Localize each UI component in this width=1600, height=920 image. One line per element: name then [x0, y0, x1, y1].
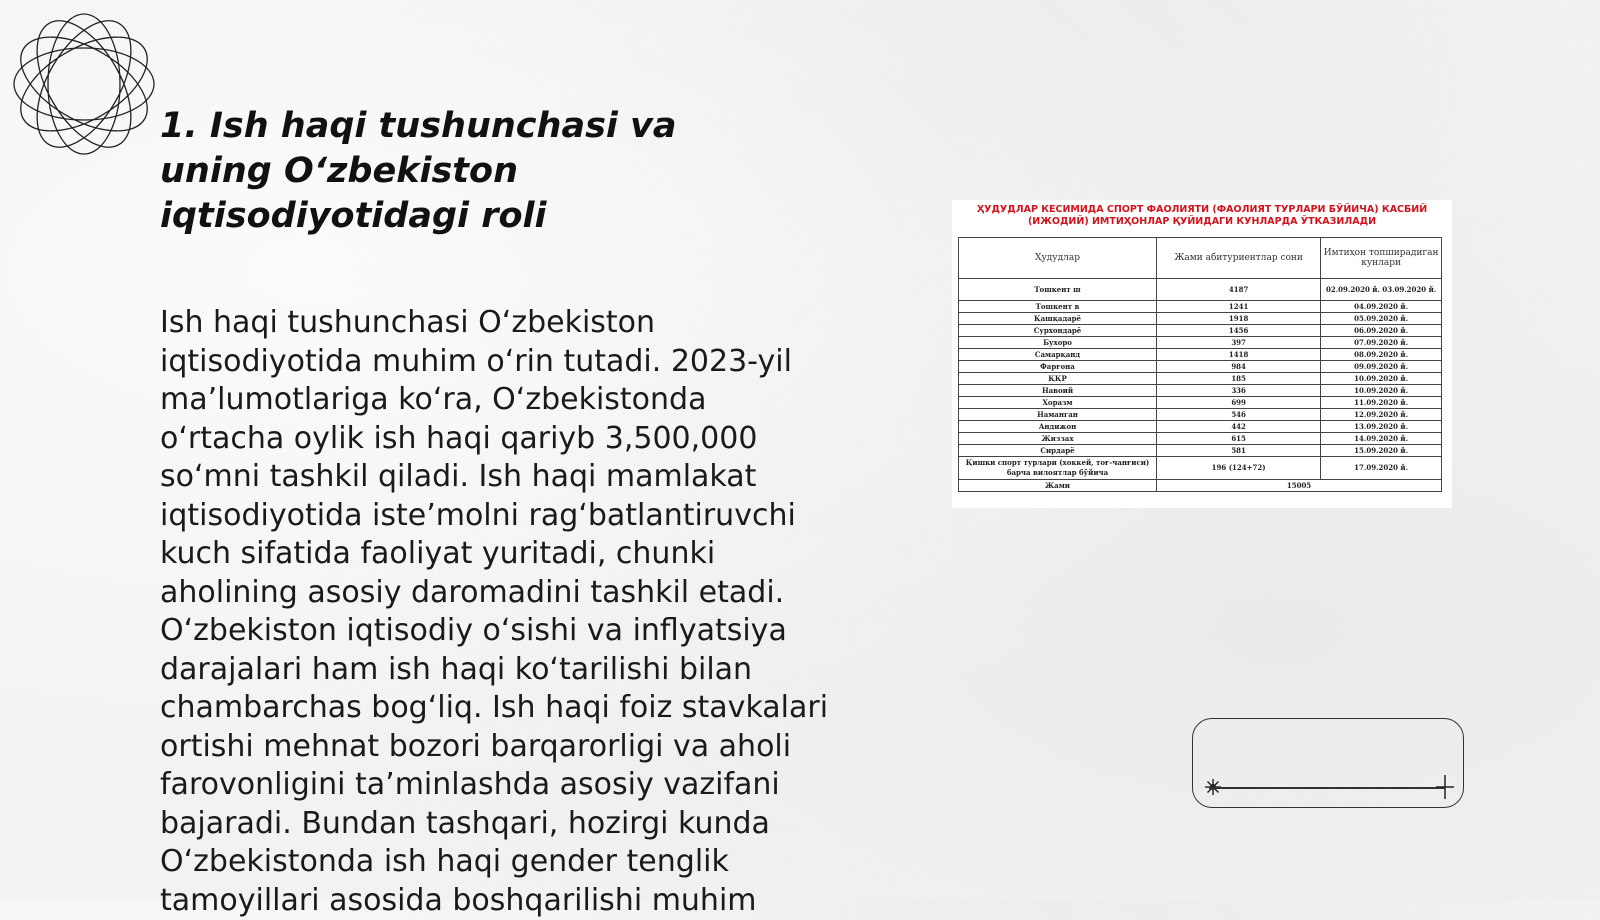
table-row — [959, 445, 1442, 457]
table-row — [959, 313, 1442, 325]
table-cell: 09.09.2020 й. — [1321, 361, 1442, 373]
table-cell: Навоий — [959, 385, 1157, 397]
table-header-cell: Ҳудудлар — [959, 238, 1157, 279]
table-row — [959, 325, 1442, 337]
table-cell: 615 — [1157, 433, 1321, 445]
table-row — [959, 373, 1442, 385]
table-cell: Самарқанд — [959, 349, 1157, 361]
table-cell: 08.09.2020 й. — [1321, 349, 1442, 361]
table-cell: 699 — [1157, 397, 1321, 409]
table-cell: Қишки спорт турлари (хоккей, тоғ-чанғиси) барча вилоятлар бўйича — [959, 457, 1157, 480]
table-row — [959, 349, 1442, 361]
table-row — [959, 433, 1442, 445]
table-cell: 546 — [1157, 409, 1321, 421]
table-cell: Андижон — [959, 421, 1157, 433]
table-cell: 17.09.2020 й. — [1321, 457, 1442, 480]
table-row — [959, 457, 1442, 480]
table-cell: Қашқадарё — [959, 313, 1157, 325]
table-cell: Тошкент ш — [959, 279, 1157, 301]
slide-body-text: Ish haqi tushunchasi O‘zbekiston iqtisodiyotida muhim o‘rin tutadi. 2023-yil ma’lumotlariga ko‘ra, O‘zbekistonda o‘rtacha oylik ish haqi qariyb 3,500,000 so‘mni tashkil qiladi. Ish haqi mamlakat iqtisodiyotida iste’molni rag‘batlantiruvchi kuch sifatida faoliyat yuritadi, chunki aholining asosiy daromadini tashkil etadi. O‘zbekiston iqtisodiy o‘sishi va inflyatsiya darajalari ham ish haqi ko‘tarilishi bilan chambarchas bog‘liq. Ish haqi foiz stavkalari ortishi mehnat bozori barqarorligi va aholi farovonligini ta’minlashda asosiy vazifani bajaradi. Bundan tashqari, hozirgi kunda O‘zbekistonda ish haqi gender tenglik tamoyillari asosida boshqarilishi muhim — [160, 305, 829, 918]
table-cell: 07.09.2020 й. — [1321, 337, 1442, 349]
table-caption: ҲУДУДЛАР КЕСИМИДА СПОРТ ФАОЛИЯТИ (ФАОЛИЯТ ТУРЛАРИ БЎЙИЧА) КАСБИЙ (ИЖОДИЙ) ИМТИҲОНЛАР ҚУЙИДАГИ КУНЛАРДА ЎТКАЗИЛАДИ — [976, 204, 1428, 227]
exam-schedule-table — [958, 237, 1442, 492]
table-row — [959, 279, 1442, 301]
table-cell: Бухоро — [959, 337, 1157, 349]
table-cell: 581 — [1157, 445, 1321, 457]
exam-schedule-table-image — [952, 200, 1452, 508]
table-cell: 1456 — [1157, 325, 1321, 337]
slide-title: 1. Ish haqi tushunchasi va uning O‘zbekiston iqtisodiyotidagi roli — [160, 106, 677, 236]
table-row — [959, 385, 1442, 397]
table-row — [959, 301, 1442, 313]
table-header-cell: Жами абитуриентлар сони — [1157, 238, 1321, 279]
table-cell: 02.09.2020 й. 03.09.2020 й. — [1321, 279, 1442, 301]
table-cell: Сирдарё — [959, 445, 1157, 457]
table-cell: 14.09.2020 й. — [1321, 433, 1442, 445]
table-total-label: Жами — [959, 480, 1157, 492]
table-cell: ҚҚР — [959, 373, 1157, 385]
plus-icon — [1433, 775, 1457, 799]
table-row — [959, 421, 1442, 433]
table-row — [959, 397, 1442, 409]
table-cell: 15.09.2020 й. — [1321, 445, 1442, 457]
table-cell: 196 (124+72) — [1157, 457, 1321, 480]
table-cell: 984 — [1157, 361, 1321, 373]
table-cell: 336 — [1157, 385, 1321, 397]
table-total-value: 15005 — [1157, 480, 1442, 492]
table-header-row — [959, 238, 1442, 279]
table-cell: Тошкент в — [959, 301, 1157, 313]
table-total-row — [959, 480, 1442, 492]
table-cell: 04.09.2020 й. — [1321, 301, 1442, 313]
divider-line — [1209, 787, 1445, 789]
table-row — [959, 337, 1442, 349]
table-cell: Хоразм — [959, 397, 1157, 409]
table-cell: 4187 — [1157, 279, 1321, 301]
table-cell: 442 — [1157, 421, 1321, 433]
interlocking-circles-icon — [10, 10, 158, 158]
table-cell: 1418 — [1157, 349, 1321, 361]
table-cell: 1241 — [1157, 301, 1321, 313]
table-cell: 397 — [1157, 337, 1321, 349]
decorative-line-widget — [1192, 718, 1464, 808]
table-cell: Фарғона — [959, 361, 1157, 373]
table-header-cell: Имтиҳон топширадиган кунлари — [1321, 238, 1442, 279]
table-cell: Наманган — [959, 409, 1157, 421]
table-row — [959, 409, 1442, 421]
table-cell: 06.09.2020 й. — [1321, 325, 1442, 337]
table-cell: 185 — [1157, 373, 1321, 385]
table-cell: 10.09.2020 й. — [1321, 385, 1442, 397]
table-cell: 11.09.2020 й. — [1321, 397, 1442, 409]
table-cell: Жиззах — [959, 433, 1157, 445]
table-cell: 13.09.2020 й. — [1321, 421, 1442, 433]
table-cell: Сурхондарё — [959, 325, 1157, 337]
table-cell: 10.09.2020 й. — [1321, 373, 1442, 385]
table-cell: 1918 — [1157, 313, 1321, 325]
table-cell: 12.09.2020 й. — [1321, 409, 1442, 421]
table-row — [959, 361, 1442, 373]
table-cell: 05.09.2020 й. — [1321, 313, 1442, 325]
